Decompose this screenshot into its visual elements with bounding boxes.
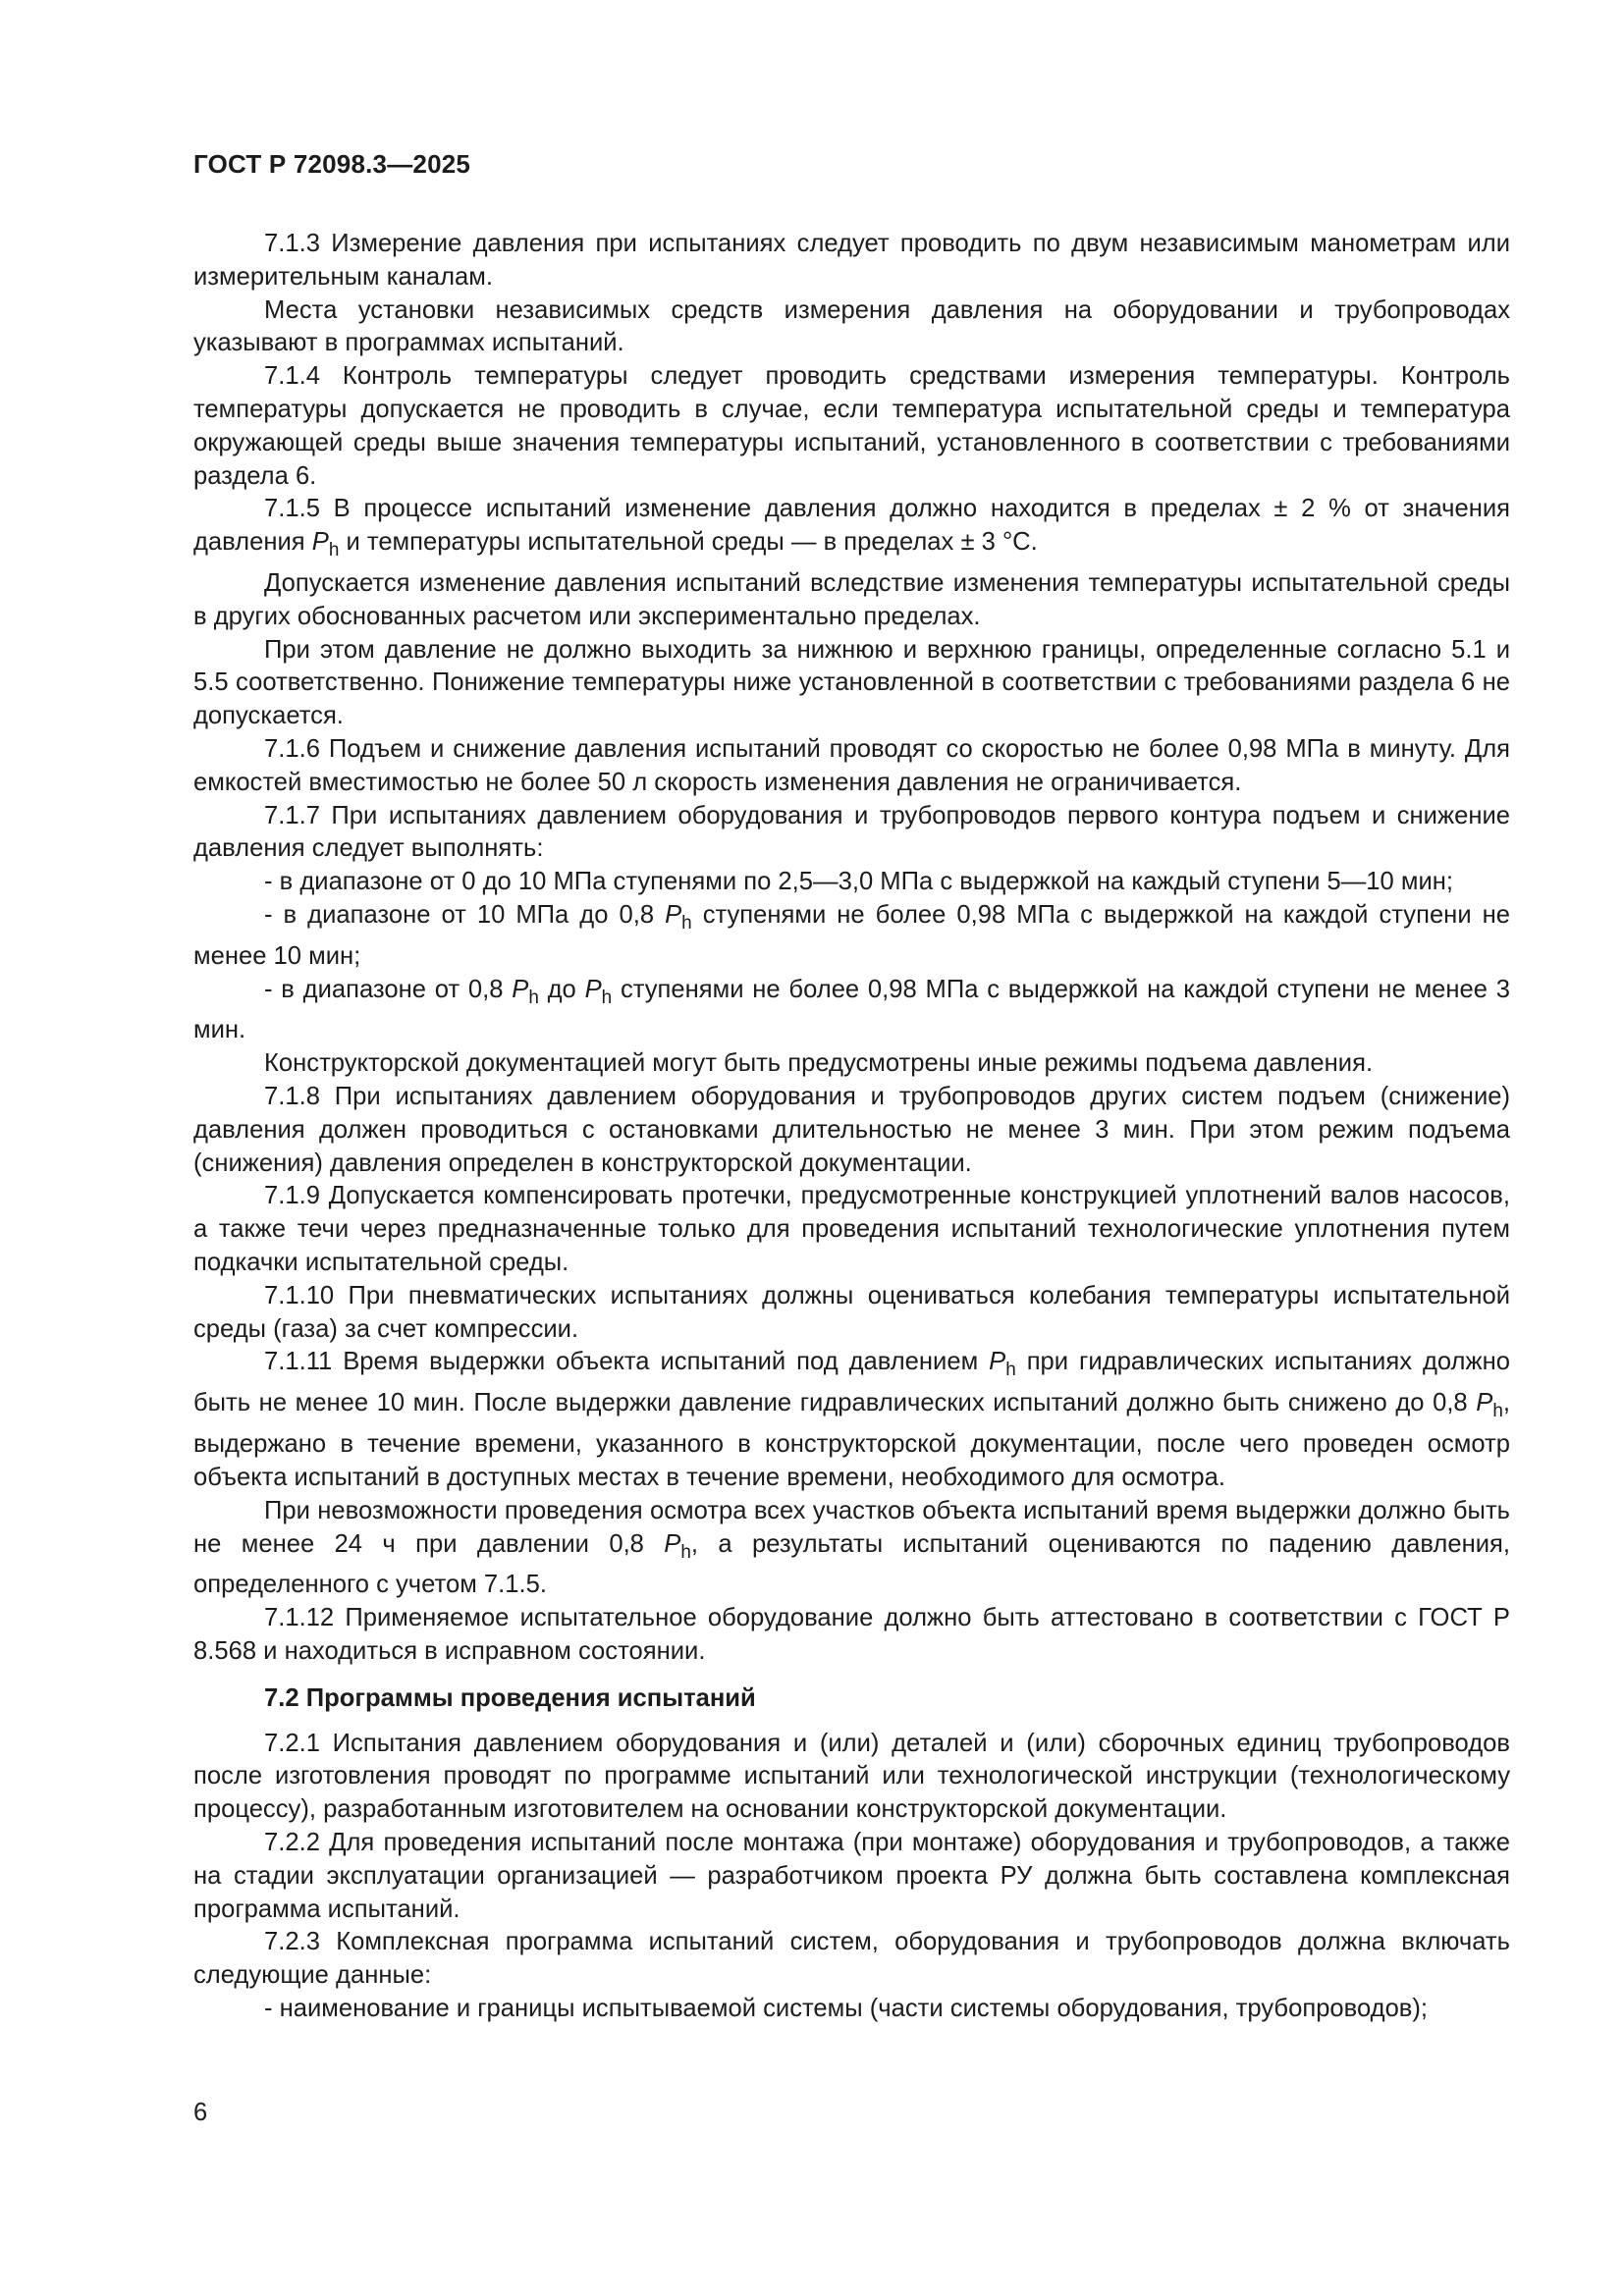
document-body (193, 228, 1510, 2026)
paragraph-7-1-8: 7.1.8 При испытаниях давлением оборудования и трубопроводов других систем подъем (снижение) давления должен проводиться с остановками длительностью не менее 3 мин. При этом режим подъема (снижения) давления определен в конструкторской документации. (193, 1083, 1510, 1177)
section-heading-7-2: 7.2 Программы проведения испытаний (264, 1683, 756, 1712)
paragraph-7-1-11: 7.1.11 Время выдержки объекта испытаний под давлением $P_h$ при гидравлических испытаниях должно быть не менее 10 мин. После выдержки давление гидравлических испытаний должно быть снижено до 0,8 $P_h$, выдержано в течение времени, указанного в конструкторской документации, после чего проведен осмотр объекта испытаний в доступных местах в течение времени, необходимого для осмотра. (193, 1348, 1510, 1491)
pressure-symbol: P (311, 528, 329, 557)
paragraph-7-1-12: 7.1.12 Применяемое испытательное оборудование должно быть аттестовано в соответствии с ГОСТ Р 8.568 и находиться в исправном состоянии. (193, 1604, 1510, 1665)
pressure-symbol: P (584, 975, 602, 1003)
pressure-symbol: P (512, 975, 529, 1003)
paragraph-7-2-2: 7.2.2 Для проведения испытаний после монтажа (при монтаже) оборудования и трубопроводов, а также на стадии эксплуатации организацией — разработчиком проекта РУ должна быть составлена комплексная программа испытаний. (193, 1828, 1510, 1923)
pressure-symbol: P (665, 900, 682, 929)
page-number: 6 (193, 2099, 208, 2126)
paragraph-7-1-11-cont: При невозможности проведения осмотра всех участков объекта испытаний время выдержки должно быть не менее 24 ч при давлении 0,8 $P_h$, а результаты испытаний оцениваются по падению давления, определенного с учетом 7.1.5. (193, 1496, 1510, 1599)
paragraph-7-1-3-cont: Места установки независимых средств измерения давления на оборудовании и трубопроводах указывают в программах испытаний. (193, 295, 1510, 357)
list-item-range-0-10: - в диапазоне от 0 до 10 МПа ступенями по 2,5—3,0 МПа с выдержкой на каждый ступени 5—10 мин; (264, 868, 1454, 896)
pressure-subscript: h (601, 987, 613, 1008)
document-number-header: ГОСТ Р 72098.3—2025 (193, 149, 471, 179)
pressure-subscript: h (1492, 1401, 1503, 1422)
pressure-symbol: P (1476, 1389, 1493, 1417)
list-item-range-10-08ph: - в диапазоне от 10 МПа до 0,8 $P_h$ ступенями не более 0,98 МПа с выдержкой на каждой ступени не менее 10 мин; (193, 900, 1510, 970)
paragraph-7-1-4: 7.1.4 Контроль температуры следует проводить средствами измерения температуры. Контроль температуры допускается не проводить в случае, если температура испытательной среды и температура окружающей среды выше значения температуры испытаний, установленного в соответствии с требованиями раздела 6. (193, 362, 1510, 490)
paragraph-7-1-5: 7.1.5 В процессе испытаний изменение давления должно находится в пределах ± 2 % от значения давления $P_h$ и температуры испытательной среды — в пределах ± 3 °С. (193, 495, 1510, 561)
list-item-system-name: - наименование и границы испытываемой системы (части системы оборудования, трубопроводов); (264, 1994, 1429, 2022)
pressure-subscript: h (680, 1541, 691, 1563)
paragraph-7-1-5-cont-2: При этом давление не должно выходить за нижнюю и верхнюю границы, определенные согласно 5.1 и 5.5 соответственно. Понижение температуры ниже установленной в соответствии с требованиями раздела 6 не допускается. (193, 635, 1510, 730)
list-item-range-08ph-ph: - в диапазоне от 0,8 $P_h$ до $P_h$ ступенями не более 0,98 МПа с выдержкой на каждой ступени не менее 3 мин. (193, 975, 1510, 1044)
paragraph-7-1-6: 7.1.6 Подъем и снижение давления испытаний проводят со скоростью не более 0,98 МПа в минуту. Для емкостей вместимостью не более 50 л скорость изменения давления не ограничивается. (193, 735, 1510, 796)
paragraph-7-2-1: 7.2.1 Испытания давлением оборудования и (или) деталей и (или) сборочных единиц трубопроводов после изготовления проводят по программе испытаний или технологической инструкции (технологическому процессу), разработанным изготовителем на основании конструкторской документации. (193, 1729, 1510, 1824)
paragraph-7-1-7: 7.1.7 При испытаниях давлением оборудования и трубопроводов первого контура подъем и снижение давления следует выполнять: (193, 801, 1510, 863)
pressure-subscript: h (528, 987, 539, 1008)
pressure-symbol: P (989, 1348, 1006, 1376)
pressure-subscript: h (328, 540, 340, 561)
paragraph-7-2-3: 7.2.3 Комплексная программа испытаний систем, оборудования и трубопроводов должна включать следующие данные: (193, 1928, 1510, 1990)
pressure-subscript: h (681, 913, 692, 934)
paragraph-7-1-5-cont-1: Допускается изменение давления испытаний вследствие изменения температуры испытательной среды в других обоснованных расчетом или экспериментально пределах. (193, 569, 1510, 630)
pressure-symbol: P (664, 1529, 681, 1558)
pressure-subscript: h (1005, 1360, 1016, 1381)
paragraph-7-1-3: 7.1.3 Измерение давления при испытаниях следует проводить по двум независимым манометрам или измерительным каналам. (193, 230, 1510, 291)
paragraph-7-1-7-cont: Конструкторской документацией могут быть предусмотрены иные режимы подъема давления. (264, 1049, 1374, 1078)
paragraph-7-1-9: 7.1.9 Допускается компенсировать протечки, предусмотренные конструкцией уплотнений валов насосов, а также течи через предназначенные только для проведения испытаний технологические уплотнения путем подкачки испытательной среды. (193, 1182, 1510, 1277)
paragraph-7-1-10: 7.1.10 При пневматических испытаниях должны оцениваться колебания температуры испытательной среды (газа) за счет компрессии. (193, 1281, 1510, 1343)
